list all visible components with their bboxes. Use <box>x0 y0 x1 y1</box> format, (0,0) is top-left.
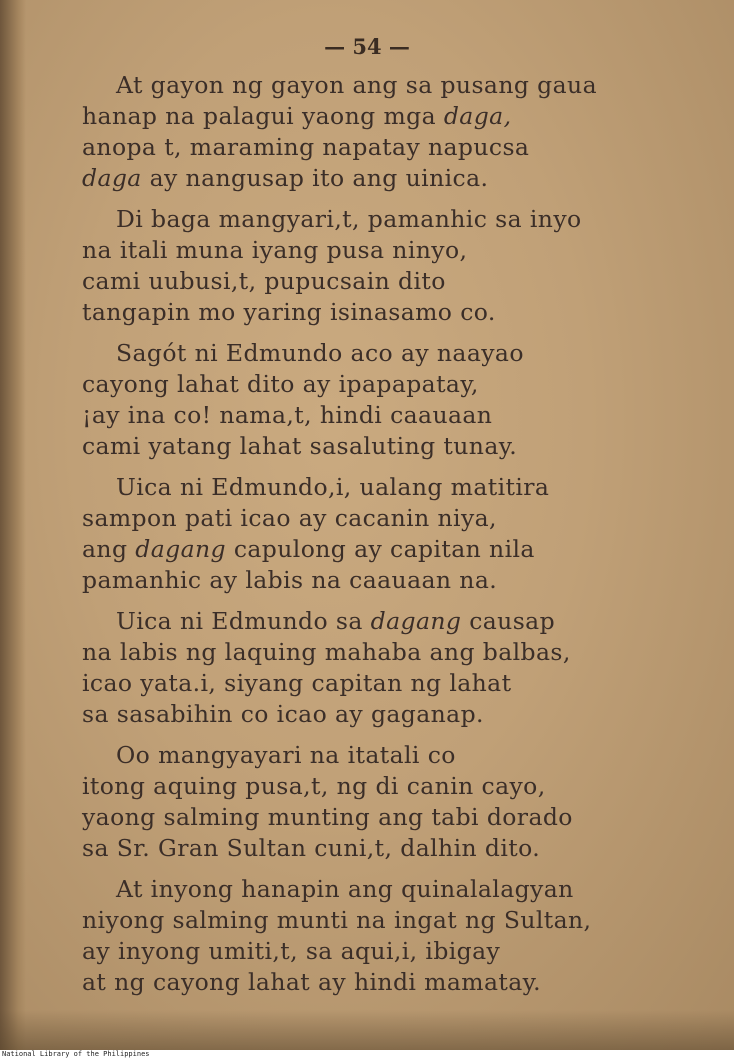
stanza-3 <box>82 338 702 462</box>
poem-line: cami uubusi,t, pupucsain dito <box>82 267 446 295</box>
poem-line: ¡ay ina co! nama,t, hindi caauaan <box>82 401 493 429</box>
poem-line: sa Sr. Gran Sultan cuni,t, dalhin dito. <box>82 834 541 862</box>
poem-line: pamanhic ay labis na caauaan na. <box>82 566 498 594</box>
stanza-1 <box>82 70 702 194</box>
poem-line: anopa t, maraming napatay napucsa <box>82 133 530 161</box>
poem-line: sa sasabihin co icao ay gaganap. <box>82 700 484 728</box>
poem-line: sampon pati icao ay cacanin niya, <box>82 504 497 532</box>
poem-line: Sagót ni Edmundo aco ay naayao <box>116 339 524 367</box>
stanza-4 <box>82 472 702 596</box>
poem-line: Oo mangyayari na itatali co <box>116 741 456 769</box>
poem-line: Uica ni Edmundo sa dagang causap <box>116 607 556 635</box>
page-number: — 54 — <box>324 34 410 59</box>
poem-line: At inyong hanapin ang quinalalagyan <box>116 875 574 903</box>
stanza-7 <box>82 874 702 998</box>
stanza-2 <box>82 204 702 328</box>
library-credit: National Library of the Philippines <box>0 1050 734 1058</box>
poem-line: icao yata.i, siyang capitan ng lahat <box>82 669 512 697</box>
page-bottom-shadow <box>0 1010 734 1050</box>
poem-line: na labis ng laquing mahaba ang balbas, <box>82 638 571 666</box>
poem-line: Di baga mangyari,t, pamanhic sa inyo <box>116 205 582 233</box>
poem-line: Uica ni Edmundo,i, ualang matitira <box>116 473 550 501</box>
poem-line: niyong salming munti na ingat ng Sultan, <box>82 906 592 934</box>
poem-line: daga ay nangusap ito ang uinica. <box>82 164 489 192</box>
poem-line: cayong lahat dito ay ipapapatay, <box>82 370 479 398</box>
poem-line: at ng cayong lahat ay hindi mamatay. <box>82 968 542 996</box>
poem-line: itong aquing pusa,t, ng di canin cayo, <box>82 772 546 800</box>
page-spine-shadow <box>0 0 26 1050</box>
stanza-6 <box>82 740 702 864</box>
stanza-5 <box>82 606 702 730</box>
poem-line: na itali muna iyang pusa ninyo, <box>82 236 468 264</box>
poem-line: ay inyong umiti,t, sa aqui,i, ibigay <box>82 937 501 965</box>
poem-line: hanap na palagui yaong mga daga, <box>82 102 512 130</box>
poem-line: At gayon ng gayon ang sa pusang gaua <box>116 71 597 99</box>
poem-line: ang dagang capulong ay capitan nila <box>82 535 535 563</box>
poem-text <box>82 70 702 1008</box>
poem-line: yaong salming munting ang tabi dorado <box>82 803 573 831</box>
poem-line: cami yatang lahat sasaluting tunay. <box>82 432 518 460</box>
poem-line: tangapin mo yaring isinasamo co. <box>82 298 496 326</box>
